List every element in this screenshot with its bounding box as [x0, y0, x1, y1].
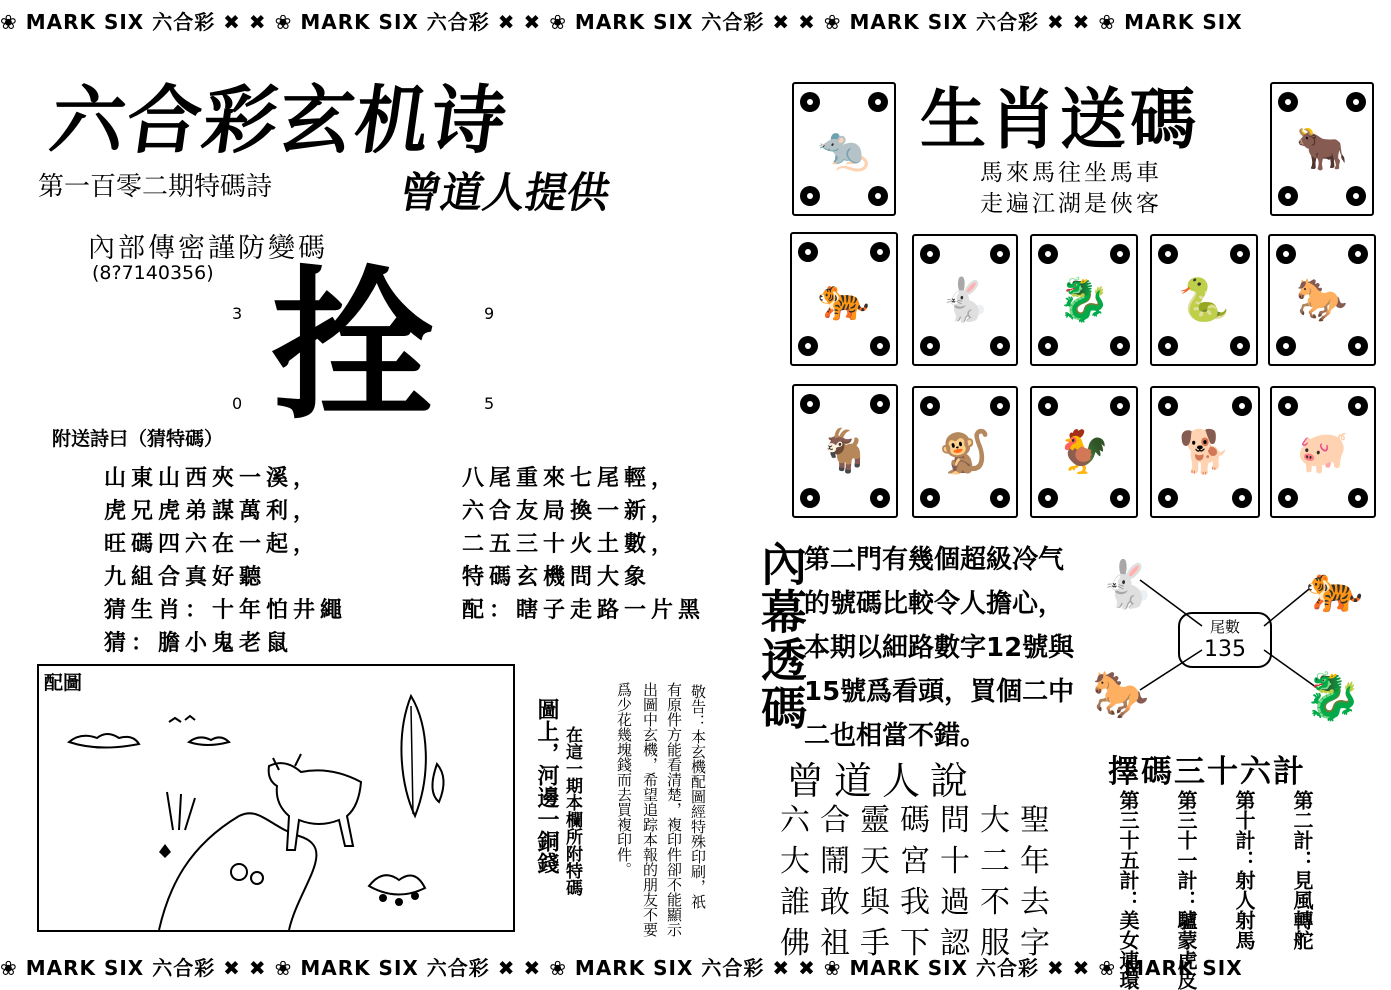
poem-right	[462, 462, 705, 627]
corner-dot	[1038, 488, 1058, 508]
inner-line: 15號爲看頭，買個二中	[804, 677, 1075, 707]
corner-number-br: 5	[484, 394, 495, 413]
corner-dot	[920, 244, 940, 264]
corner-dot	[990, 396, 1010, 416]
corner-dot	[868, 186, 888, 206]
corner-dot	[1038, 336, 1058, 356]
corner-dot	[1110, 336, 1130, 356]
poem-line: 九組合真好聽	[104, 564, 267, 590]
stratagem-column: 第三十五計：美女連環	[1116, 790, 1140, 990]
notice-column: 敬告：本玄機配圖經特殊印刷，祇	[689, 684, 707, 909]
corner-dot	[1230, 336, 1250, 356]
poem-line: 二五三十火土數，	[462, 531, 679, 557]
corner-dot	[1278, 186, 1298, 206]
corner-dot	[920, 488, 940, 508]
zdr-title: 曾道人說	[786, 759, 979, 803]
caption-column-1: 圖上，河邊一銅錢	[534, 698, 560, 874]
corner-dot	[800, 488, 820, 508]
corner-dot	[800, 92, 820, 112]
inner-text	[804, 538, 1074, 758]
corner-dot	[1348, 396, 1368, 416]
corner-dot	[1346, 92, 1366, 112]
zodiac-card-ox	[1270, 82, 1374, 216]
zodiac-card-tiger	[790, 232, 898, 366]
header-band: ❀ MARK SIX 六合彩 ✖ ✖ ❀ MARK SIX 六合彩 ✖ ✖ ❀ MARK SIX 六合彩 ✖ ✖ ❀ MARK SIX 六合彩 ✖ ✖ ❀ MARK SIX	[0, 10, 1243, 34]
zodiac-card-dragon	[1030, 234, 1138, 366]
rabbit-icon: 🐇	[938, 275, 992, 324]
corner-dot	[920, 336, 940, 356]
tail-number-box	[1178, 612, 1272, 668]
rabbit-icon: 🐇	[1098, 557, 1156, 611]
corner-dot	[1346, 186, 1366, 206]
zodiac-card-horse	[1268, 234, 1376, 366]
stratagem-title: 擇碼三十六計	[1108, 754, 1306, 790]
inner-heading: 內幕透碼	[754, 540, 808, 732]
corner-number-tl: 3	[232, 304, 243, 323]
zdr-poem	[780, 800, 1060, 964]
stratagem-column: 第三十一計：驢蒙虎皮	[1174, 790, 1198, 990]
inner-line: 本期以細路數字12號與	[804, 633, 1075, 663]
provider-label: 曾道人提供	[395, 168, 614, 217]
rat-icon: 🐀	[817, 124, 871, 173]
zodiac-card-rooster	[1030, 386, 1138, 518]
picture-box	[37, 664, 515, 932]
corner-dot	[1038, 396, 1058, 416]
corner-dot	[1158, 336, 1178, 356]
corner-dot	[800, 186, 820, 206]
snake-icon: 🐍	[1177, 275, 1231, 324]
zodiac-card-snake	[1150, 234, 1258, 366]
zodiac-title: 生肖送碼	[920, 81, 1200, 158]
tiger-icon: 🐅	[817, 274, 871, 323]
footer-band: ❀ MARK SIX 六合彩 ✖ ✖ ❀ MARK SIX 六合彩 ✖ ✖ ❀ MARK SIX 六合彩 ✖ ✖ ❀ MARK SIX 六合彩 ✖ ✖ ❀ MARK SIX	[0, 956, 1243, 980]
dog-icon: 🐕	[1178, 427, 1232, 476]
phone-number: (8?7140356)	[92, 262, 214, 284]
corner-dot	[920, 396, 940, 416]
corner-dot	[798, 336, 818, 356]
zodiac-card-rat	[792, 82, 896, 216]
tail-label: 尾數	[1209, 618, 1240, 636]
corner-dot	[1158, 396, 1178, 416]
corner-number-tr: 9	[484, 304, 495, 323]
poem-line: 特碼玄機問大象	[462, 564, 652, 590]
rooster-icon: 🐓	[1057, 427, 1111, 476]
poem-line: 山東山西夾一溪，	[104, 465, 321, 491]
big-character: 拴	[272, 251, 437, 442]
pig-icon: 🐖	[1296, 427, 1350, 476]
poem-line: 八尾重來七尾輕，	[462, 465, 679, 491]
corner-dot	[1232, 396, 1252, 416]
corner-dot	[1348, 488, 1368, 508]
secret-label: 內部傳密謹防變碼	[88, 233, 328, 264]
horse-icon: 🐎	[1092, 667, 1150, 721]
zodiac-card-rabbit	[912, 234, 1018, 366]
poem-line: 旺碼四六在一起，	[104, 531, 321, 557]
corner-dot	[1232, 488, 1252, 508]
corner-dot	[1278, 488, 1298, 508]
poem-line: 走遍江湖是俠客	[980, 191, 1162, 217]
poem-line: 猜：膽小鬼老鼠	[104, 630, 294, 656]
tail-value: 135	[1204, 637, 1246, 662]
corner-dot	[868, 92, 888, 112]
stratagem-column: 第二計：見風轉舵	[1290, 790, 1314, 950]
tiger-icon: 🐅	[1306, 561, 1364, 615]
corner-dot	[1158, 244, 1178, 264]
corner-dot	[1110, 488, 1130, 508]
goat-icon: 🐐	[818, 426, 872, 475]
issue-label: 第一百零二期特碼詩	[38, 172, 273, 202]
notice-column: 爲少花幾塊錢而去買複印件。	[615, 682, 633, 877]
corner-dot	[870, 336, 890, 356]
poem-line: 配：瞎子走路一片黑	[462, 597, 706, 623]
inner-line: 的號碼比較令人擔心，	[804, 589, 1065, 619]
bull-river-illustration	[39, 666, 513, 930]
corner-dot	[1348, 244, 1368, 264]
corner-dot	[870, 394, 890, 414]
poem-line: 虎兄虎弟謀萬利，	[104, 498, 321, 524]
zodiac-poem	[980, 158, 1162, 220]
corner-dot	[1278, 92, 1298, 112]
corner-dot	[1348, 336, 1368, 356]
corner-dot	[800, 394, 820, 414]
corner-dot	[990, 336, 1010, 356]
corner-dot	[870, 242, 890, 262]
corner-dot	[798, 242, 818, 262]
verse-title: 附送詩曰（猜特碼）	[52, 428, 224, 450]
monkey-icon: 🐒	[938, 427, 992, 476]
notice-column: 有原件方能看清楚，複印件卻不能顯示	[665, 682, 683, 937]
corner-dot	[990, 244, 1010, 264]
corner-dot	[1276, 244, 1296, 264]
corner-dot	[1038, 244, 1058, 264]
zodiac-card-dog	[1150, 386, 1260, 518]
page-title: 六合彩玄机诗	[45, 78, 514, 164]
corner-number-bl: 0	[232, 394, 243, 413]
picture-label: 配圖	[44, 672, 83, 694]
horse-icon: 🐎	[1295, 275, 1349, 324]
corner-dot	[1158, 488, 1178, 508]
corner-dot	[1110, 396, 1130, 416]
zodiac-card-goat	[792, 384, 898, 518]
dragon-icon: 🐉	[1057, 275, 1111, 324]
stratagem-column: 第十計：射人射馬	[1232, 790, 1256, 950]
dragon-icon: 🐉	[1304, 669, 1362, 723]
zodiac-card-pig	[1270, 386, 1376, 518]
zodiac-card-monkey	[912, 386, 1018, 518]
poem-line: 佛祖手下認服字	[780, 926, 1060, 961]
poem-line: 六合靈碼問大聖	[780, 803, 1060, 838]
inner-line: 第二門有幾個超級冷气	[804, 545, 1065, 575]
corner-dot	[1278, 396, 1298, 416]
corner-dot	[1230, 244, 1250, 264]
poem-left	[104, 462, 347, 660]
inner-line: 二也相當不錯。	[804, 721, 987, 751]
poem-line: 誰敢與我過不去	[780, 885, 1060, 920]
corner-dot	[990, 488, 1010, 508]
notice-column: 出圖中玄機，希望追踪本報的朋友不要	[641, 682, 659, 937]
corner-dot	[1110, 244, 1130, 264]
corner-dot	[870, 488, 890, 508]
poem-line: 馬來馬往坐馬車	[980, 160, 1162, 186]
poem-line: 猜生肖：十年怕井繩	[104, 597, 348, 623]
poem-line: 大鬧天宮十二年	[780, 844, 1060, 879]
ox-icon: 🐂	[1295, 124, 1349, 173]
poem-line: 六合友局換一新，	[462, 498, 679, 524]
corner-dot	[1276, 336, 1296, 356]
caption-column-2: 在這一期本欄所附特碼	[562, 726, 582, 896]
